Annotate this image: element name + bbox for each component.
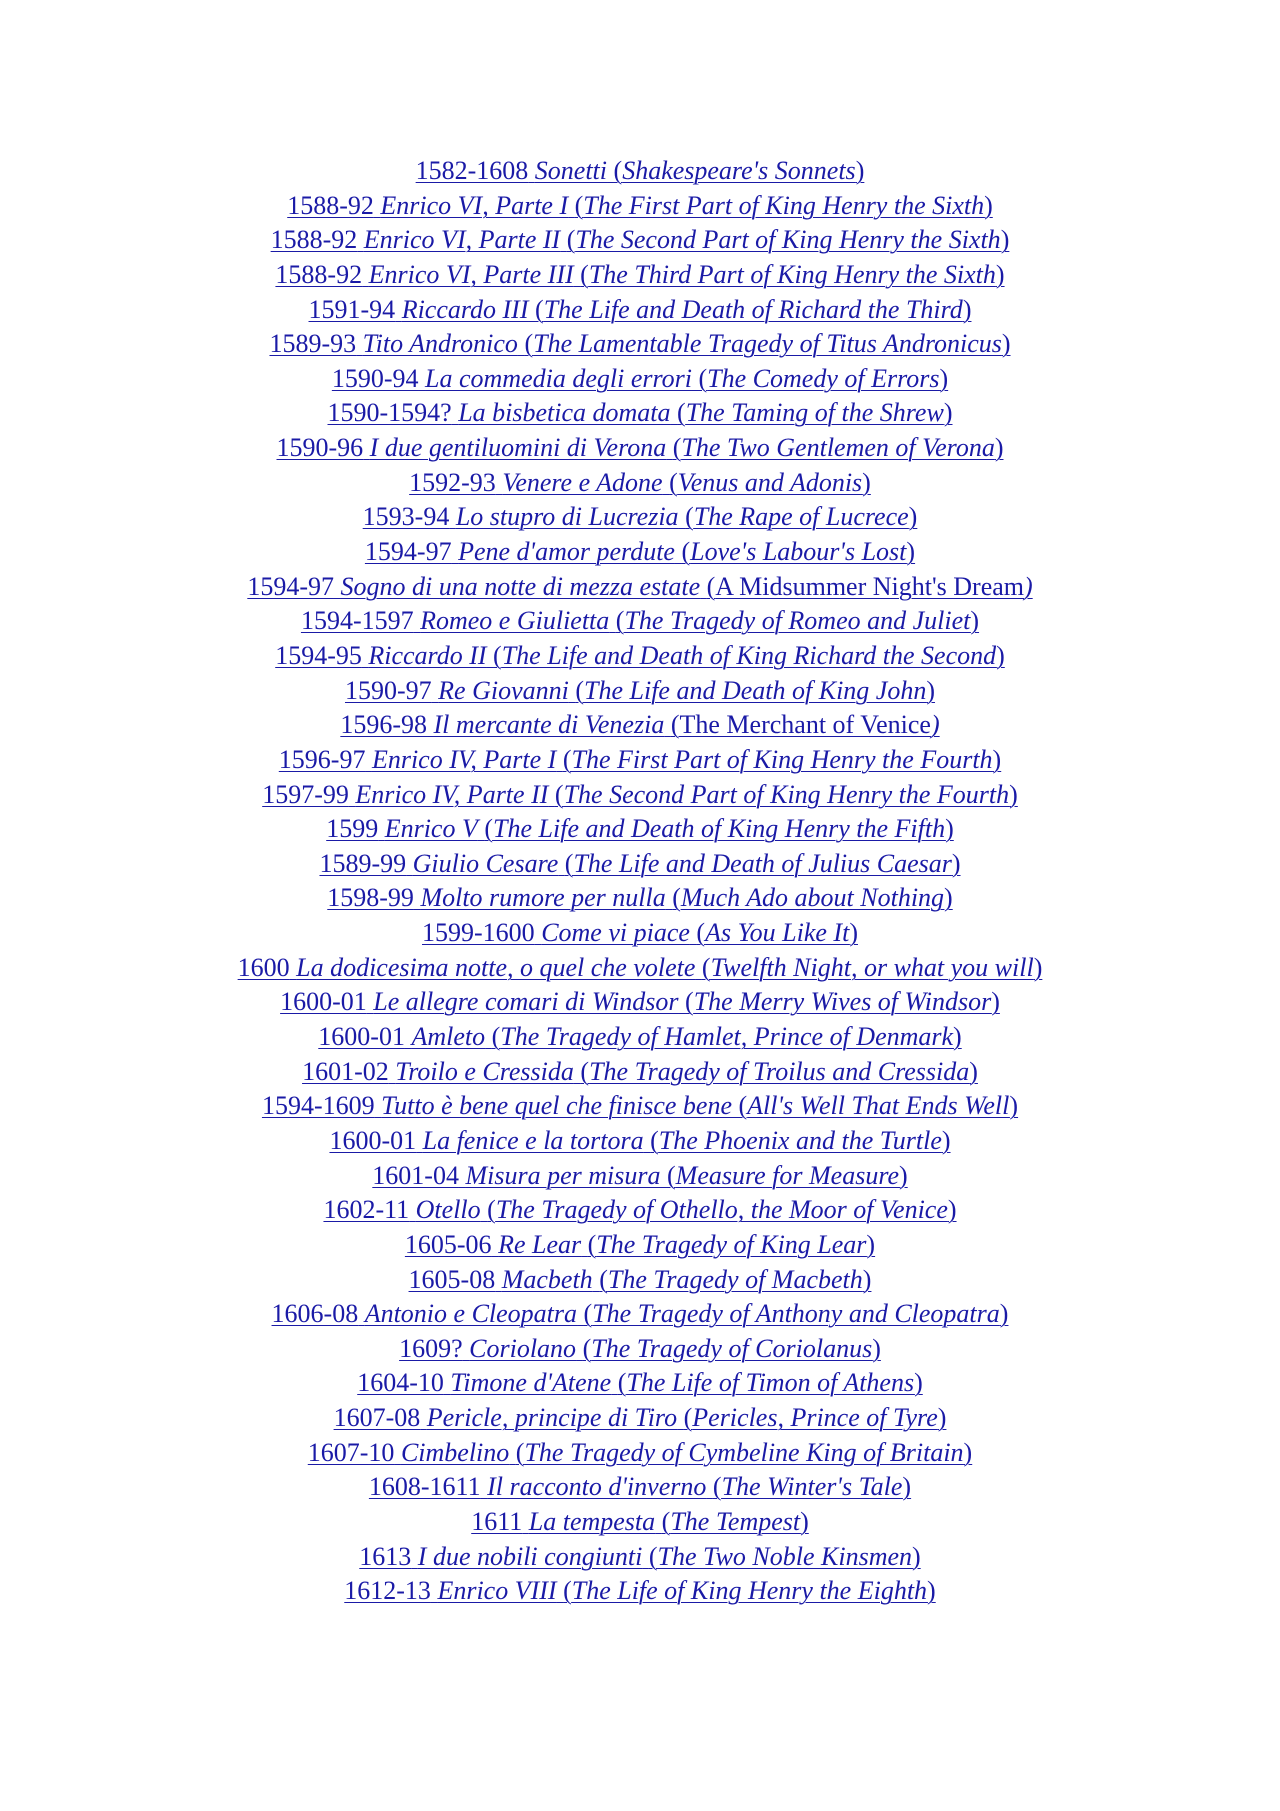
open-paren: (: [562, 744, 572, 774]
work-link[interactable]: [0, 362, 1280, 397]
close-paren: ): [1033, 952, 1043, 982]
work-link[interactable]: [0, 1055, 1280, 1090]
open-paren: (: [672, 433, 682, 463]
work-year: 1588-92: [287, 190, 374, 220]
close-paren: ): [926, 675, 936, 705]
close-paren: ): [902, 1472, 912, 1502]
italian-title: Re Giovanni: [438, 675, 569, 705]
open-paren: (: [672, 883, 681, 913]
english-title: The Rape of Lucrece: [693, 502, 909, 532]
open-paren: (: [574, 190, 584, 220]
italian-title: I due gentiluomini di Verona: [369, 433, 667, 463]
work-link[interactable]: [0, 189, 1280, 224]
work-year: 1598-99: [327, 883, 414, 913]
open-paren: (: [712, 1472, 722, 1502]
close-paren: ): [872, 1333, 881, 1363]
italian-title: Pericle, principe di Tiro: [426, 1403, 678, 1433]
work-year: 1607-10: [307, 1437, 395, 1467]
italian-title: Tutto è bene quel che finisce bene: [381, 1091, 732, 1121]
english-title: Love's Labour's Lost: [690, 537, 907, 567]
italian-title: Coriolano: [469, 1333, 577, 1363]
work-link[interactable]: [0, 916, 1280, 951]
work-year: 1613: [359, 1541, 412, 1571]
italian-title: Tito Andronico: [362, 329, 518, 359]
work-link[interactable]: [0, 258, 1280, 293]
work-link[interactable]: [0, 847, 1280, 882]
close-paren: ): [927, 1576, 936, 1606]
english-title: The Tragedy of King Lear: [596, 1229, 867, 1259]
work-link[interactable]: [0, 154, 1280, 189]
italian-title: Troilo e Cressida: [395, 1056, 574, 1086]
english-title: As You Like It: [705, 918, 850, 948]
entries-container: [0, 154, 1280, 1609]
work-year: 1596-97: [278, 744, 366, 774]
work-year: 1594-1609: [261, 1091, 375, 1121]
work-link[interactable]: [0, 639, 1280, 674]
italian-title: Enrico V: [384, 814, 478, 844]
open-paren: (: [587, 1229, 597, 1259]
close-paren: ): [1000, 225, 1010, 255]
italian-title: Lo stupro di Lucrezia: [455, 502, 679, 532]
work-link[interactable]: [0, 327, 1280, 362]
english-title: The Tempest: [670, 1506, 801, 1536]
work-link[interactable]: [0, 293, 1280, 328]
work-link[interactable]: [0, 951, 1280, 986]
italian-title: Molto rumore per nulla: [420, 883, 666, 913]
work-year: 1608-1611: [368, 1472, 481, 1502]
work-year: 1611: [471, 1506, 523, 1536]
english-title: Pericles, Prince of Tyre: [692, 1403, 938, 1433]
close-paren: ): [991, 987, 1000, 1017]
open-paren: (: [491, 1022, 501, 1052]
work-year: 1600-01: [318, 1022, 405, 1052]
close-paren: ): [999, 1299, 1009, 1329]
english-title: The Life and Death of King Richard the Second: [501, 640, 997, 670]
work-year: 1590-94: [331, 363, 419, 393]
close-paren: ): [1009, 779, 1018, 809]
english-title: The Two Gentlemen of Verona: [681, 433, 995, 463]
open-paren: (: [524, 329, 534, 359]
work-year: 1596-98: [340, 710, 428, 740]
work-link[interactable]: [0, 985, 1280, 1020]
italian-title: La fenice e la tortora: [422, 1125, 644, 1155]
english-title: The Tragedy of Troilus and Cressida: [589, 1056, 970, 1086]
open-paren: (: [661, 1506, 671, 1536]
work-link[interactable]: [0, 881, 1280, 916]
work-year: 1582-1608: [415, 156, 529, 185]
english-title: The Third Part of King Henry the Sixth: [588, 259, 996, 289]
open-paren: (: [554, 779, 564, 809]
work-link[interactable]: [0, 535, 1280, 570]
italian-title: I due nobili congiunti: [417, 1541, 643, 1571]
close-paren: ): [908, 502, 918, 532]
open-paren: (: [582, 1333, 592, 1363]
open-paren: (: [515, 1437, 525, 1467]
italian-title: La tempesta: [528, 1506, 656, 1536]
open-paren: (: [696, 918, 706, 948]
open-paren: (: [583, 1299, 593, 1329]
close-paren: ): [962, 294, 972, 324]
italian-title: Riccardo III: [401, 294, 529, 324]
close-paren: ): [943, 398, 953, 428]
work-year: 1601-04: [372, 1160, 459, 1190]
open-paren: (: [566, 225, 576, 255]
italian-title: La commedia degli errori: [425, 363, 692, 393]
close-paren: ): [906, 537, 916, 567]
work-year: 1599: [326, 814, 379, 844]
close-paren: ): [862, 1264, 872, 1294]
work-year: 1592-93: [409, 467, 496, 497]
work-year: 1602-11: [323, 1195, 410, 1225]
close-paren: ): [899, 1160, 908, 1190]
open-paren: (: [564, 848, 574, 878]
work-year: 1606-08: [271, 1299, 359, 1329]
italian-title: La bisbetica domata: [458, 398, 671, 428]
work-link[interactable]: [0, 1470, 1280, 1505]
italian-title: La dodicesima notte, o quel che volete: [296, 952, 696, 982]
english-title: All's Well That Ends Well: [747, 1091, 1010, 1121]
italian-title: Enrico VI, Parte III: [368, 259, 574, 289]
work-link[interactable]: [0, 1366, 1280, 1401]
open-paren: (: [535, 294, 544, 324]
work-link[interactable]: [0, 570, 1280, 605]
open-paren: (: [487, 1195, 496, 1225]
english-title: The Tragedy of Cymbeline King of Britain: [524, 1437, 964, 1467]
open-paren: (: [685, 502, 694, 532]
work-link[interactable]: [0, 1436, 1280, 1471]
work-link[interactable]: [0, 1159, 1280, 1194]
close-paren: ): [1009, 1091, 1019, 1121]
work-year: 1594-95: [275, 640, 362, 670]
work-link[interactable]: [0, 778, 1280, 813]
work-year: 1599-1600: [422, 918, 535, 948]
work-link[interactable]: [0, 1332, 1280, 1367]
italian-title: Re Lear: [498, 1229, 582, 1259]
close-paren: ): [862, 467, 871, 497]
open-paren: (: [666, 1160, 676, 1190]
work-link[interactable]: [0, 500, 1280, 535]
close-paren: ): [1024, 571, 1033, 601]
italian-title: Sonetti: [534, 156, 608, 185]
work-year: 1588-92: [275, 259, 363, 289]
work-link[interactable]: [0, 604, 1280, 639]
work-year: 1605-06: [404, 1229, 492, 1259]
english-title: Venus and Adonis: [677, 467, 863, 497]
open-paren: (: [706, 571, 716, 601]
work-link[interactable]: [0, 674, 1280, 709]
work-year: 1594-97: [247, 571, 334, 601]
open-paren: (: [738, 1091, 748, 1121]
work-link[interactable]: [0, 1124, 1280, 1159]
close-paren: ): [855, 156, 865, 185]
english-title: The Second Part of King Henry the Sixth: [575, 225, 1001, 255]
work-link[interactable]: [0, 1263, 1280, 1298]
work-year: 1591-94: [308, 294, 396, 324]
close-paren: ): [930, 710, 940, 740]
italian-title: Cimbelino: [400, 1437, 510, 1467]
work-link[interactable]: [0, 812, 1280, 847]
open-paren: (: [580, 1056, 590, 1086]
work-link[interactable]: [0, 1574, 1280, 1609]
english-title: The Life and Death of Richard the Third: [543, 294, 963, 324]
english-title: The Comedy of Errors: [707, 363, 940, 393]
close-paren: ): [984, 190, 993, 220]
open-paren: (: [484, 814, 494, 844]
open-paren: (: [681, 537, 691, 567]
italian-title: Venere e Adone: [502, 467, 663, 497]
english-title: The Merry Wives of Windsor: [693, 987, 992, 1017]
close-paren: ): [963, 1437, 973, 1467]
english-title: The Life and Death of Julius Caesar: [573, 848, 952, 878]
work-year: 1593-94: [362, 502, 450, 532]
open-paren: (: [563, 1576, 572, 1606]
english-title: Twelfth Night, or what you will: [710, 952, 1034, 982]
work-year: 1589-93: [269, 329, 357, 359]
close-paren: ): [914, 1368, 923, 1398]
work-link[interactable]: [0, 431, 1280, 466]
work-link[interactable]: [0, 1505, 1280, 1540]
english-title: A Midsummer Night's Dream: [715, 571, 1025, 601]
work-year: 1590-96: [276, 433, 364, 463]
close-paren: ): [941, 1125, 951, 1155]
italian-title: Le allegre comari di Windsor: [373, 987, 679, 1017]
work-year: 1590-97: [344, 675, 432, 705]
open-paren: (: [617, 1368, 627, 1398]
work-year: 1600-01: [329, 1125, 417, 1155]
work-link[interactable]: [0, 743, 1280, 778]
english-title: The Taming of the Shrew: [685, 398, 944, 428]
work-link[interactable]: [0, 1540, 1280, 1575]
english-title: The Second Part of King Henry the Fourth: [563, 779, 1010, 809]
english-title: The Tragedy of Othello, the Moor of Venice: [495, 1195, 948, 1225]
english-title: The Tragedy of Hamlet, Prince of Denmark: [500, 1022, 954, 1052]
work-link[interactable]: [0, 466, 1280, 501]
italian-title: Enrico VI, Parte I: [380, 190, 569, 220]
work-year: 1597-99: [262, 779, 349, 809]
work-year: 1601-02: [302, 1056, 389, 1086]
italian-title: Come vi piace: [541, 918, 690, 948]
work-year: 1589-99: [319, 848, 407, 878]
open-paren: (: [670, 710, 680, 740]
italian-title: Sogno di una notte di mezza estate: [340, 571, 701, 601]
english-title: The Merchant of Venice: [679, 710, 931, 740]
open-paren: (: [493, 640, 502, 670]
work-link[interactable]: [0, 1020, 1280, 1055]
open-paren: (: [648, 1541, 658, 1571]
work-link[interactable]: [0, 1228, 1280, 1263]
italian-title: Enrico IV, Parte II: [355, 779, 549, 809]
work-year: 1600-01: [280, 987, 367, 1017]
italian-title: Riccardo II: [368, 640, 487, 670]
work-year: 1590-1594?: [327, 398, 452, 428]
english-title: The Life and Death of King Henry the Fifth: [493, 814, 946, 844]
work-year: 1594-1597: [300, 606, 414, 636]
work-year: 1588-92: [270, 225, 358, 255]
english-title: The Tragedy of Macbeth: [607, 1264, 863, 1294]
italian-title: Misura per misura: [465, 1160, 661, 1190]
open-paren: (: [685, 987, 694, 1017]
italian-title: Macbeth: [501, 1264, 593, 1294]
close-paren: ): [866, 1229, 876, 1259]
work-year: 1594-97: [364, 537, 452, 567]
open-paren: (: [650, 1125, 659, 1155]
work-link[interactable]: [0, 1297, 1280, 1332]
work-year: 1607-08: [333, 1403, 421, 1433]
close-paren: ): [849, 918, 858, 948]
close-paren: ): [937, 1403, 947, 1433]
close-paren: ): [945, 814, 954, 844]
close-paren: ): [1001, 329, 1011, 359]
open-paren: (: [615, 606, 625, 636]
italian-title: Antonio e Cleopatra: [364, 1299, 578, 1329]
close-paren: ): [912, 1541, 921, 1571]
italian-title: Amleto: [411, 1022, 486, 1052]
italian-title: Enrico VI, Parte II: [363, 225, 561, 255]
english-title: The Life of King Henry the Eighth: [571, 1576, 928, 1606]
works-list: [0, 154, 1280, 1609]
italian-title: Pene d'amor perdute: [458, 537, 675, 567]
work-link[interactable]: [0, 708, 1280, 743]
close-paren: ): [996, 640, 1005, 670]
italian-title: Romeo e Giulietta: [420, 606, 610, 636]
work-link[interactable]: [0, 396, 1280, 431]
work-link[interactable]: [0, 1401, 1280, 1436]
work-link[interactable]: [0, 1193, 1280, 1228]
open-paren: (: [669, 467, 678, 497]
work-year: 1600: [237, 952, 290, 982]
english-title: The Life and Death of King John: [584, 675, 927, 705]
open-paren: (: [599, 1264, 608, 1294]
english-title: Measure for Measure: [675, 1160, 900, 1190]
work-year: 1612-13: [344, 1576, 431, 1606]
english-title: The First Part of King Henry the Fourth: [571, 744, 993, 774]
italian-title: Giulio Cesare: [412, 848, 559, 878]
open-paren: (: [698, 363, 708, 393]
open-paren: (: [683, 1403, 693, 1433]
english-title: The Winter's Tale: [721, 1472, 903, 1502]
english-title: The Lamentable Tragedy of Titus Andronicus: [533, 329, 1002, 359]
close-paren: ): [944, 883, 953, 913]
close-paren: ): [995, 259, 1005, 289]
close-paren: ): [953, 1022, 962, 1052]
english-title: The Two Noble Kinsmen: [657, 1541, 913, 1571]
open-paren: (: [677, 398, 686, 428]
close-paren: ): [994, 433, 1004, 463]
english-title: The Tragedy of Coriolanus: [591, 1333, 873, 1363]
english-title: Shakespeare's Sonnets: [622, 156, 856, 185]
open-paren: (: [701, 952, 711, 982]
italian-title: Timone d'Atene: [450, 1368, 612, 1398]
italian-title: Enrico VIII: [437, 1576, 557, 1606]
work-year: 1605-08: [408, 1264, 496, 1294]
work-year: 1604-10: [357, 1368, 444, 1398]
english-title: Much Ado about Nothing: [680, 883, 945, 913]
italian-title: Enrico IV, Parte I: [371, 744, 557, 774]
italian-title: Il mercante di Venezia: [433, 710, 665, 740]
english-title: The Life of Timon of Athens: [626, 1368, 915, 1398]
work-link[interactable]: [0, 1089, 1280, 1124]
close-paren: ): [992, 744, 1002, 774]
english-title: The Phoenix and the Turtle: [658, 1125, 942, 1155]
english-title: The Tragedy of Anthony and Cleopatra: [592, 1299, 1000, 1329]
work-link[interactable]: [0, 223, 1280, 258]
italian-title: Otello: [415, 1195, 481, 1225]
close-paren: ): [951, 848, 961, 878]
close-paren: ): [939, 363, 949, 393]
close-paren: ): [970, 606, 980, 636]
close-paren: ): [969, 1056, 978, 1086]
open-paren: (: [613, 156, 623, 185]
close-paren: ): [947, 1195, 957, 1225]
close-paren: ): [800, 1506, 809, 1536]
open-paren: (: [575, 675, 585, 705]
english-title: The First Part of King Henry the Sixth: [583, 190, 985, 220]
work-year: 1609?: [399, 1333, 463, 1363]
open-paren: (: [580, 259, 589, 289]
english-title: The Tragedy of Romeo and Juliet: [624, 606, 971, 636]
italian-title: Il racconto d'inverno: [487, 1472, 707, 1502]
